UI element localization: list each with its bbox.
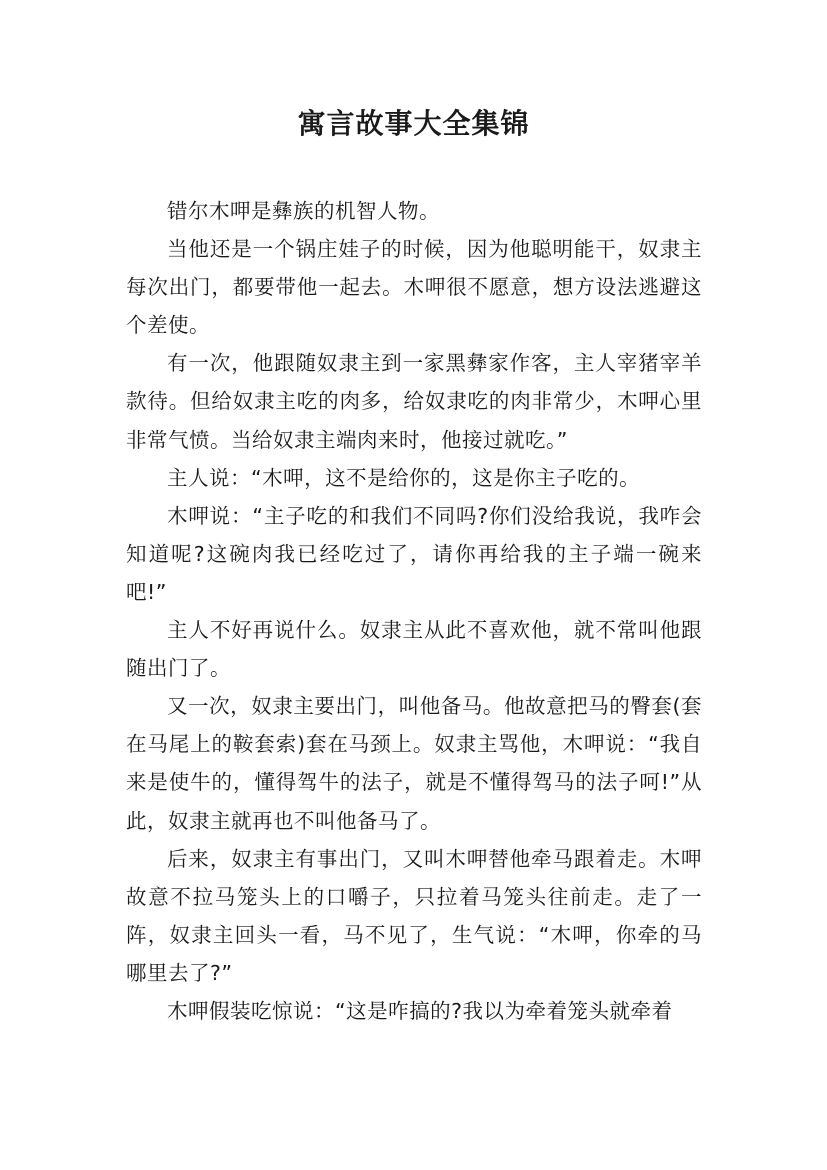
paragraph-1: 错尔木呷是彝族的机智人物。 xyxy=(167,199,440,223)
paragraph-8: 后来，奴隶主有事出门，又叫木呷替他牵马跟着走。木呷故意不拉马笼头上的口嚼子，只拉着马笼头往前走。走了一阵，奴隶主回头一看，马不见了，生气说：“木呷，你牵的马哪里去了?” xyxy=(126,846,702,985)
paragraph-6: 主人不好再说什么。奴隶主从此不喜欢他，就不常叫他跟随出门了。 xyxy=(126,618,702,681)
paragraph-4: 主人说：“木呷，这不是给你的，这是你主子吃的。 xyxy=(167,465,641,490)
paragraph-3: 有一次，他跟随奴隶主到一家黑彝家作客，主人宰猪宰羊款待。但给奴隶主吃的肉多，给奴隶吃的肉非常少，木呷心里非常气愤。当给奴隶主端肉来时，他接过就吃。” xyxy=(126,351,702,452)
paragraph-9: 木呷假装吃惊说：“这是咋搞的?我以为牵着笼头就牵着 xyxy=(167,998,673,1023)
document-title: 寓言故事大全集锦 xyxy=(297,107,530,140)
paragraph-2: 当他还是一个锅庄娃子的时候，因为他聪明能干，奴隶主每次出门，都要带他一起去。木呷很不愿意，想方设法逃避这个差使。 xyxy=(126,237,702,338)
paragraph-7: 又一次，奴隶主要出门，叫他备马。他故意把马的臀套(套在马尾上的鞍套索)套在马颈上。奴隶主骂他，木呷说：“我自来是使牛的，懂得驾牛的法子，就是不懂得驾马的法子呵!”从此，奴隶主就再也不叫他备马了。 xyxy=(126,694,702,833)
document-body xyxy=(126,192,702,1030)
paragraph-5: 木呷说：“主子吃的和我们不同吗?你们没给我说，我咋会知道呢?这碗肉我已经吃过了，请你再给我的主子端一碗来吧!” xyxy=(126,503,702,604)
